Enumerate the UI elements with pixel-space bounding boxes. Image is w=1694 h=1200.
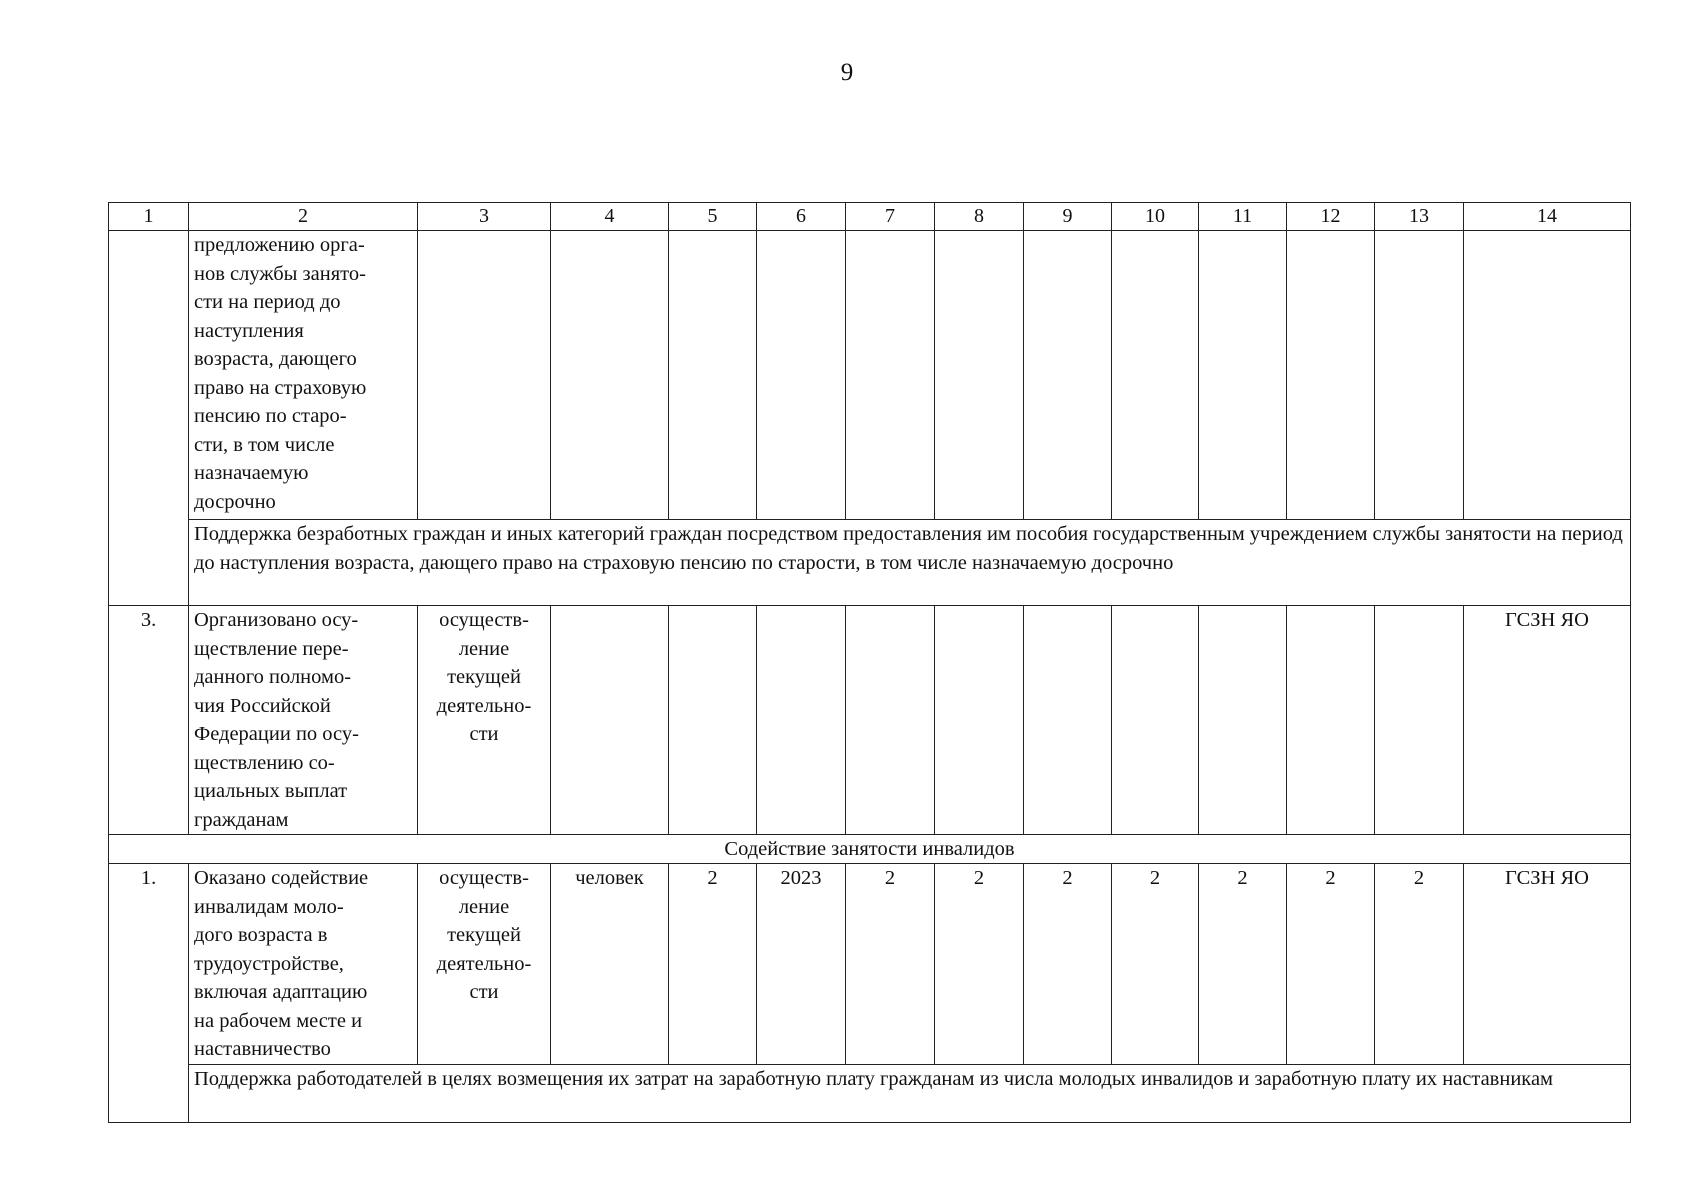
table-row bbox=[109, 606, 1631, 835]
result-description: Организовано осу- ществление пере- данного полномо- чия Российской Федерации по осу- ществлению со- циальных выплат гражданам bbox=[189, 606, 418, 835]
cell bbox=[1375, 606, 1464, 835]
column-number: 5 bbox=[669, 203, 757, 231]
measure-description: Поддержка работодателей в целях возмещения их затрат на заработную плату гражданам из числа молодых инвалидов и заработную плату их наставникам bbox=[189, 1064, 1631, 1122]
table-row-note bbox=[109, 520, 1631, 606]
column-number: 11 bbox=[1199, 203, 1287, 231]
cell bbox=[1375, 231, 1464, 520]
cell bbox=[1199, 231, 1287, 520]
value-cell: 2 bbox=[669, 864, 757, 1065]
cell bbox=[669, 231, 757, 520]
row-number: 1. bbox=[109, 864, 189, 1123]
cell bbox=[1024, 606, 1112, 835]
column-number: 13 bbox=[1375, 203, 1464, 231]
column-number: 9 bbox=[1024, 203, 1112, 231]
column-number: 3 bbox=[418, 203, 551, 231]
unit-cell: человек bbox=[551, 864, 669, 1065]
cell bbox=[1112, 231, 1199, 520]
cell bbox=[846, 231, 935, 520]
cell bbox=[1024, 231, 1112, 520]
table-row bbox=[109, 864, 1631, 1065]
value-cell: 2 bbox=[1375, 864, 1464, 1065]
cell bbox=[1199, 606, 1287, 835]
cell bbox=[418, 231, 551, 520]
column-number: 14 bbox=[1464, 203, 1631, 231]
cell bbox=[1287, 606, 1375, 835]
row-number: 3. bbox=[109, 606, 189, 835]
responsible-cell: ГСЗН ЯО bbox=[1464, 864, 1631, 1065]
deadline-cell: осуществ- ление текущей деятельно- сти bbox=[418, 606, 551, 835]
value-cell: 2 bbox=[1024, 864, 1112, 1065]
cell bbox=[757, 231, 846, 520]
column-number: 4 bbox=[551, 203, 669, 231]
value-cell: 2 bbox=[935, 864, 1024, 1065]
column-number: 12 bbox=[1287, 203, 1375, 231]
year-cell: 2023 bbox=[757, 864, 846, 1065]
cell bbox=[1287, 231, 1375, 520]
cell bbox=[757, 606, 846, 835]
section-title: Содействие занятости инвалидов bbox=[109, 835, 1631, 864]
section-row bbox=[109, 835, 1631, 864]
cell bbox=[846, 606, 935, 835]
responsible-cell: ГСЗН ЯО bbox=[1464, 606, 1631, 835]
value-cell: 2 bbox=[846, 864, 935, 1065]
result-description: предложению орга- нов службы занято- сти на период до наступления возраста, дающего право на страховую пенсию по старо- сти, в том числе назначаемую досрочно bbox=[189, 231, 418, 520]
cell bbox=[551, 231, 669, 520]
table-row-note bbox=[109, 1064, 1631, 1122]
column-number: 7 bbox=[846, 203, 935, 231]
column-number-row bbox=[109, 203, 1631, 231]
table-row bbox=[109, 231, 1631, 520]
result-description: Оказано содействие инвалидам моло- дого возраста в трудоустройстве, включая адаптацию на рабочем месте и наставничество bbox=[189, 864, 418, 1065]
row-number-cell bbox=[109, 231, 189, 606]
value-cell: 2 bbox=[1199, 864, 1287, 1065]
cell bbox=[935, 231, 1024, 520]
cell bbox=[1112, 606, 1199, 835]
value-cell: 2 bbox=[1112, 864, 1199, 1065]
column-number: 6 bbox=[757, 203, 846, 231]
measure-description: Поддержка безработных граждан и иных категорий граждан посредством предоставления им пособия государственным учреждением службы занятости на период до наступления возраста, дающего право на страховую пенсию по старости, в том числе назначаемую досрочно bbox=[189, 520, 1631, 606]
column-number: 8 bbox=[935, 203, 1024, 231]
activities-table bbox=[108, 202, 1631, 1123]
column-number: 1 bbox=[109, 203, 189, 231]
deadline-cell: осуществ- ление текущей деятельно- сти bbox=[418, 864, 551, 1065]
column-number: 10 bbox=[1112, 203, 1199, 231]
page-number: 9 bbox=[840, 59, 854, 86]
cell bbox=[669, 606, 757, 835]
value-cell: 2 bbox=[1287, 864, 1375, 1065]
column-number: 2 bbox=[189, 203, 418, 231]
cell bbox=[935, 606, 1024, 835]
cell bbox=[1464, 231, 1631, 520]
cell bbox=[551, 606, 669, 835]
